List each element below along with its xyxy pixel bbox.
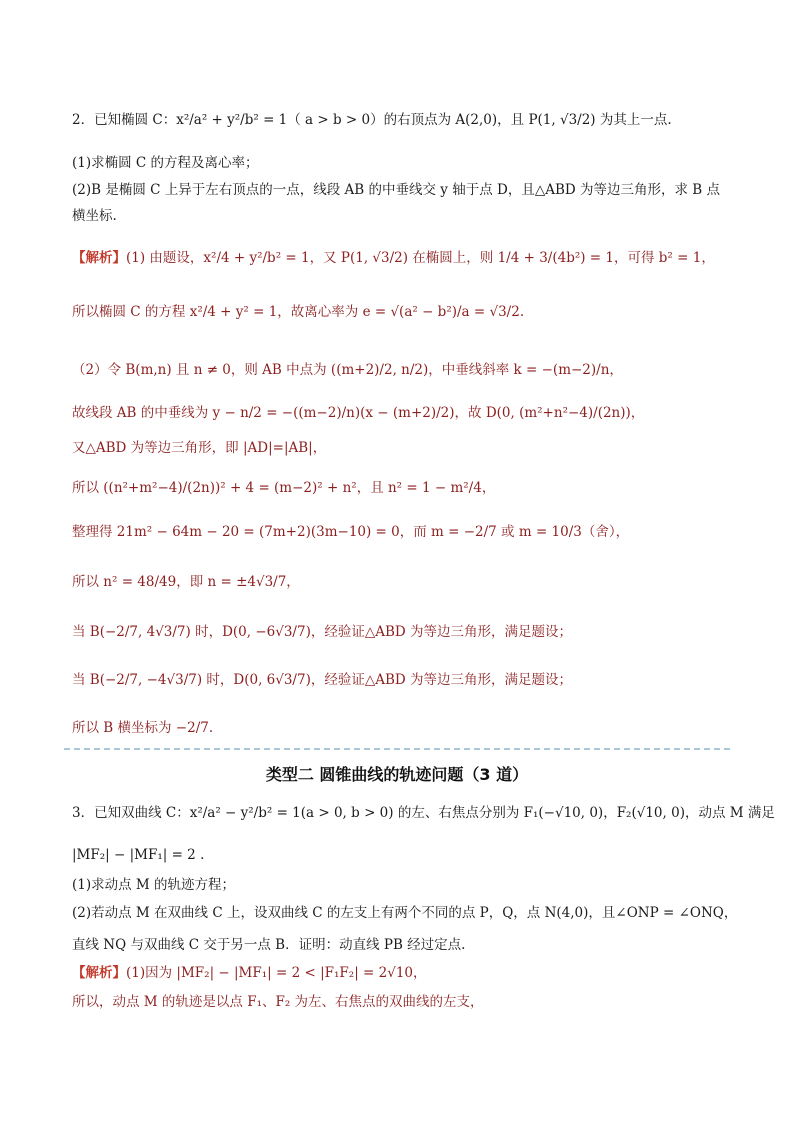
solution-tag: 【解析】 <box>72 250 126 266</box>
problem-3-statement-cont: |MF₂| − |MF₁| = 2 . <box>72 847 205 863</box>
problem-2-solution-1 <box>72 248 722 268</box>
problem-2-solution-7: 整理得 21m² − 64m − 20 = (7m+2)(3m−10) = 0，而 m = −2/7 或 m = 10/3（舍）， <box>72 524 630 540</box>
problem-2-solution-11: 所以 B 横坐标为 −2/7. <box>72 720 214 736</box>
problem-3-part-1: (1)求动点 M 的轨迹方程； <box>72 877 236 893</box>
solution-tag: 【解析】 <box>72 965 126 981</box>
problem-2-part-1: (1)求椭圆 C 的方程及离心率； <box>72 155 259 171</box>
solution-text: (1) 由题设，x²/4 + y²/b² = 1，又 P(1, √3/2) 在椭圆上，则 1/4 + 3/(4b²) = 1，可得 b² = 1， <box>126 250 715 266</box>
problem-2-solution-2: 所以椭圆 C 的方程 x²/4 + y² = 1，故离心率为 e = √(a² − b²)/a = √3/2. <box>72 304 525 320</box>
problem-2-solution-6: 所以 ((n²+m²−4)/(2n))² + 4 = (m−2)² + n²，且 n² = 1 − m²/4， <box>72 480 496 496</box>
problem-2-solution-9: 当 B(−2/7, 4√3/7) 时，D(0, −6√3/7)，经验证△ABD 为等边三角形，满足题设； <box>72 624 573 640</box>
problem-3-part-2: (2)若动点 M 在双曲线 C 上，设双曲线 C 的左支上有两个不同的点 P，Q，点 N(4,0)，且∠ONP = ∠ONQ， <box>72 905 738 921</box>
problem-2-part-2: (2)B 是椭圆 C 上异于左右顶点的一点，线段 AB 的中垂线交 y 轴于点 D，且△ABD 为等边三角形，求 B 点 <box>72 182 720 198</box>
section-title: 类型二 圆锥曲线的轨迹问题（3 道） <box>265 765 529 784</box>
problem-2-solution-8: 所以 n² = 48/49，即 n = ±4√3/7， <box>72 574 300 590</box>
problem-2-solution-10: 当 B(−2/7, −4√3/7) 时，D(0, 6√3/7)，经验证△ABD 为等边三角形，满足题设； <box>72 672 573 688</box>
problem-3-solution-1 <box>72 963 722 983</box>
problem-2-solution-4: 故线段 AB 的中垂线为 y − n/2 = −((m−2)/n)(x − (m+2)/2)，故 D(0, (m²+n²−4)/(2n))， <box>72 405 645 421</box>
problem-2-solution-3: （2）令 B(m,n) 且 n ≠ 0，则 AB 中点为 ((m+2)/2, n/2)，中垂线斜率 k = −(m−2)/n， <box>72 362 623 378</box>
problem-3-solution-2: 所以，动点 M 的轨迹是以点 F₁、F₂ 为左、右焦点的双曲线的左支， <box>72 994 484 1010</box>
problem-2-part-2-cont: 横坐标. <box>72 208 117 224</box>
problem-2-solution-5: 又△ABD 为等边三角形，即 |AD|=|AB|， <box>72 440 327 456</box>
problem-3-statement: 3．已知双曲线 C：x²/a² − y²/b² = 1(a > 0, b > 0) 的左、右焦点分别为 F₁(−√10, 0)，F₂(√10, 0)，动点 M 满足 <box>72 805 775 821</box>
problem-3-part-2-cont: 直线 NQ 与双曲线 C 交于另一点 B．证明：动直线 PB 经过定点. <box>72 937 466 953</box>
solution-text: (1)因为 |MF₂| − |MF₁| = 2 < |F₁F₂| = 2√10， <box>126 965 427 981</box>
section-divider <box>64 748 730 750</box>
problem-2-statement: 2．已知椭圆 C：x²/a² + y²/b² = 1（ a > b > 0）的右顶点为 A(2,0)，且 P(1, √3/2) 为其上一点. <box>72 112 672 128</box>
